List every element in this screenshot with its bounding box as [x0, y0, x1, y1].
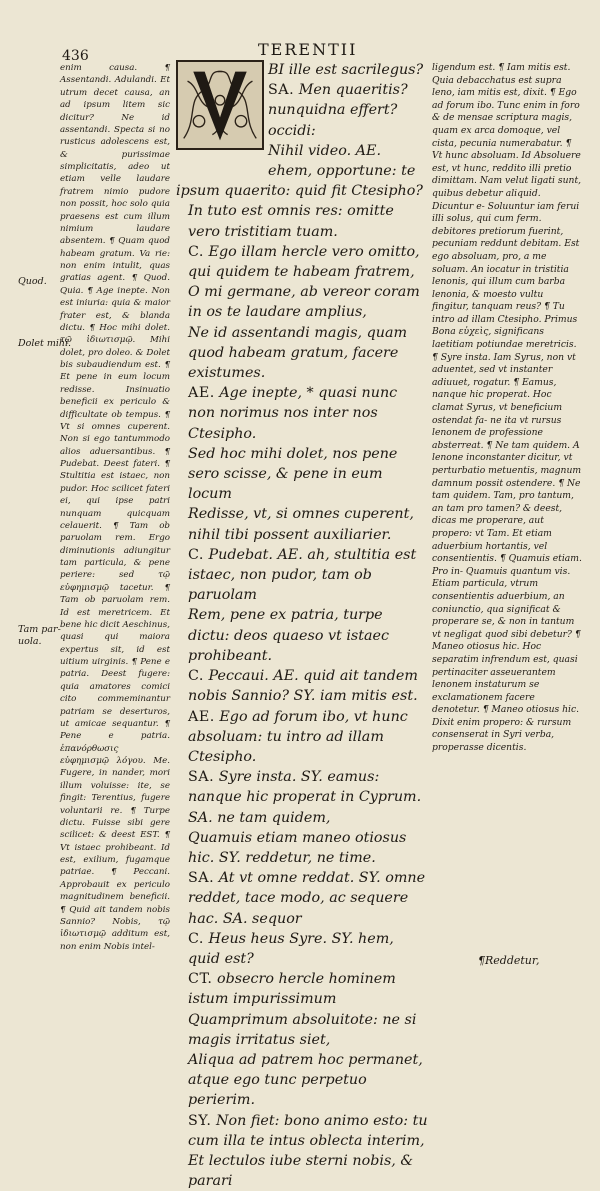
line-text: Ego ad forum ibo, vt hunc absoluam: tu intro ad illam Ctesipho.: [188, 708, 408, 765]
marginal-note: Quod.: [18, 276, 47, 287]
play-line: [176, 545, 428, 606]
marginal-note: Dolet mihi.: [18, 338, 72, 349]
play-line: [176, 868, 428, 929]
line-text: In tuto est omnis res: omitte vero tristitiam tuam.: [188, 203, 394, 240]
line-text: O mi germane, ab vereor coram in os te laudare amplius,: [188, 284, 420, 321]
line-text: Age inepte, * quasi nunc non norimus nos inter nos Ctesipho.: [188, 385, 398, 442]
catchword: ¶Reddetur,: [478, 954, 540, 967]
line-text: Non fiet: bono animo esto: tu cum illa te intus oblecta interim,: [188, 1112, 428, 1149]
speaker-label: SA.: [188, 870, 215, 887]
line-text: Quamuis etiam maneo otiosus hic. SY. reddetur, ne time.: [188, 829, 407, 866]
line-text: obsecro hercle hominem istum impurissimum: [188, 971, 396, 1008]
commentary-right-column: ligendum est. ¶ Iam mitis est. Quia debacchatus est supra leno, iam mitis est, dixit. ¶ Ego ad forum ibo. Tunc enim in foro & de mensae scriptura magis, quam ex arca domoque, vel cista, pecunia numerabatur. ¶ Vt hunc absoluam. Id Absoluere est, vt hunc, reddito illi pretio dimittam. Nam velut ligati sunt, quibus debetur aliquid. Dicuntur e- Soluuntur iam ferui illi solus, qui cum ferm. debitores pretiorum fuerint, pecuniam reddunt debitam. Est ego absoluam, pro, a me soluam. An iocatur in tristitia lenonis, qui illum cum barba lenonia, & moesto vultu fingitur, tanquam reus? ¶ Tu intro ad illam Ctesipho. Primus Bona εὐχεὶς, significans laetitiam potiundae meretricis. ¶ Syre insta. Iam Syrus, non vt aduentet, sed vt instanter adiuuet, rogatur. ¶ Eamus, nanque hic properat. Hoc clamat Syrus, vt beneficium ostendat fa- ne ita vt rursus lenonem de professione absterreat. ¶ Ne tam quidem. A lenone inconstanter dicitur, vt perturbatio metuentis, magnum damnum possit ostendere. ¶ Ne tam quidem. Tam, pro tantum, an tam pro tamen? & deest, dicas me properare, aut propero: vt Tam. Et etiam aduerbium hortantis, vel consentientis. ¶ Quamuis etiam. Pro in- Quamuis quantum vis. Etiam particula, vtrum consentientis aduerbium, an coniunctio, qua significat & properare se, & non in tantum vt negligat quod sibi debetur? ¶ Maneo otiosus hic. Hoc separatim infrendum est, quasi pertinaciter asseuerantem lenonem instaturum se exclamationem facere denotetur. ¶ Maneo otiosus hic. Dixit enim propero: & rursum consenserat in Syri verba, properasse dicentis.: [432, 62, 582, 754]
play-line: [176, 1010, 428, 1050]
line-text: Sed hoc mihi dolet, nos pene sero scisse, & pene in eum locum: [188, 445, 398, 503]
play-line: [176, 707, 428, 768]
play-line: [176, 828, 428, 868]
play-line: [176, 1151, 428, 1191]
speaker-label: C.: [188, 930, 204, 947]
speaker-label: SA.: [268, 82, 295, 99]
play-line: [176, 969, 428, 1009]
play-line: [176, 767, 428, 828]
play-line: [176, 383, 428, 444]
commentary-left-column: enim causa. ¶ Assentandi. Adulandi. Et utrum decet causa, an ad ipsum litem sic dicitur? Ne id assentandi. Specta si no rusticus adolescens est, & purissimae simplicitatis, adeo ut etiam velle laudare fratrem nimio pudore non possit, hoc solo quia praesens est cum illum nimium laudare absentem. ¶ Quam quod habeam gratum. Va rie: non enim intulit, quas gratias agent. ¶ Quod. Quia. ¶ Age inepte. Non est iniuria: quia & maior frater est, & blanda dictu. ¶ Hoc mihi dolet. τῷ ἰδιωτισμῷ. Mihi dolet, pro doleo. & Dolet bis subaudiendum est. ¶ Et pene in eum locum redisse. Insinuatio beneficii ex periculo & difficultate ob tempus. ¶ Vt si omnes cuperent. Non si ego tantummodo alios aduersantibus. ¶ Pudebat. Deest fateri. ¶ Stultitia est istaec, non pudor. Hoc scilicet fateri ei, qui ipse patri nunquam quicquam celauerit. ¶ Tam ob paruolam rem. Ergo diminutionis adiungitur tam particula, & pene periere: sed τῷ εὐφημισμῷ tacetur. ¶ Tam ob paruolam rem. Id est meretricem. Et bene hic dicit Aeschinus, quasi qui maiora expertus sit, id est uitium uirginis. ¶ Pene e patria. Deest fugere: quia amatores comici cito commeminantur patriam se deserturos, ut amicae sequantur. ¶ Pene e patria. ἐπανόρθωσις εὐφημισμῷ λόγου. Me. Fugere, in nander, mori illum voluisse: ite, se fingit: Terentius, fugere voluntarii re. ¶ Turpe dictu. Fuisse sibi gere scilicet: & deest EST. ¶ Vt istaec prohibeant. Id est, exilium, fugamque patriae. ¶ Peccani. Approbauit ex periculo magnitudinem beneficii. ¶ Quid ait tandem nobis Sannio? Nobis, τῷ ἰδιωτισμῷ additum est, non enim Nobis intel-: [60, 63, 170, 952]
line-text: At vt omne reddat. SY. omne reddet, tace modo, ac sequere hac. SA. sequor: [188, 870, 426, 927]
speaker-label: C.: [188, 668, 204, 685]
line-text: Ego illam hercle vero omitto, qui quidem te habeam fratrem,: [188, 243, 420, 281]
play-text: [176, 60, 428, 1190]
line-text: Aliqua ad patrem hoc permanet, atque ego tunc perpetuo perierim.: [188, 1051, 423, 1109]
line-text: Redisse, vt, si omnes cuperent, nihil tibi possent auxiliarier.: [188, 506, 414, 543]
line-text: Syre insta. SY. eamus: nanque hic properat in Cyprum. SA. ne tam quidem,: [188, 769, 422, 826]
ornament-icon: [178, 62, 262, 148]
play-line: [176, 323, 428, 384]
line-text: Pudebat. AE. ah, stultitia est istaec, non pudor, tam ob paruolam: [188, 546, 417, 604]
speaker-label: SY.: [188, 1112, 212, 1129]
decorated-initial-V: [176, 60, 264, 150]
play-line: [176, 504, 428, 544]
play-lines: [176, 60, 428, 1191]
speaker-label: C.: [188, 546, 204, 563]
play-line: [176, 929, 428, 969]
line-text: Rem, pene ex patria, turpe dictu: deos quaeso vt istaec prohibeant.: [188, 607, 389, 664]
play-line: [176, 444, 428, 505]
play-line: [176, 242, 428, 282]
speaker-label: AE.: [188, 708, 215, 725]
line-text: Ne id assentandi magis, quam quod habeam gratum, facere existumes.: [188, 324, 408, 382]
play-line: [176, 201, 428, 241]
speaker-label: C.: [188, 243, 204, 260]
marginal-note: Tam par-: [18, 624, 61, 635]
play-line: [176, 605, 428, 666]
line-text: Men quaeritis? nunquidna effert? occidi:: [268, 82, 408, 139]
speaker-label: CT.: [188, 971, 213, 988]
play-line: [176, 282, 428, 322]
line-text: BI ille est sacrilegus?: [268, 62, 424, 78]
marginal-note: uola.: [18, 636, 42, 647]
play-line: [176, 1111, 428, 1151]
line-text: Quamprimum absoluitote: ne si magis irritatus siet,: [188, 1011, 417, 1048]
line-text: Peccaui. AE. quid ait tandem nobis Sannio? SY. iam mitis est.: [188, 668, 418, 705]
line-text: Et lectulos iube sterni nobis, & parari: [188, 1152, 414, 1190]
play-line: [176, 666, 428, 706]
line-text: Nihil video. AE. ehem, opportune: te ipsum quaerito: quid fit Ctesipho?: [176, 142, 423, 200]
speaker-label: AE.: [188, 385, 215, 402]
page-number: 436: [62, 48, 89, 64]
running-title: TERENTII: [258, 40, 358, 59]
play-line: [176, 1050, 428, 1111]
speaker-label: SA.: [188, 769, 215, 786]
line-text: Heus heus Syre. SY. hem, quid est?: [188, 930, 394, 967]
